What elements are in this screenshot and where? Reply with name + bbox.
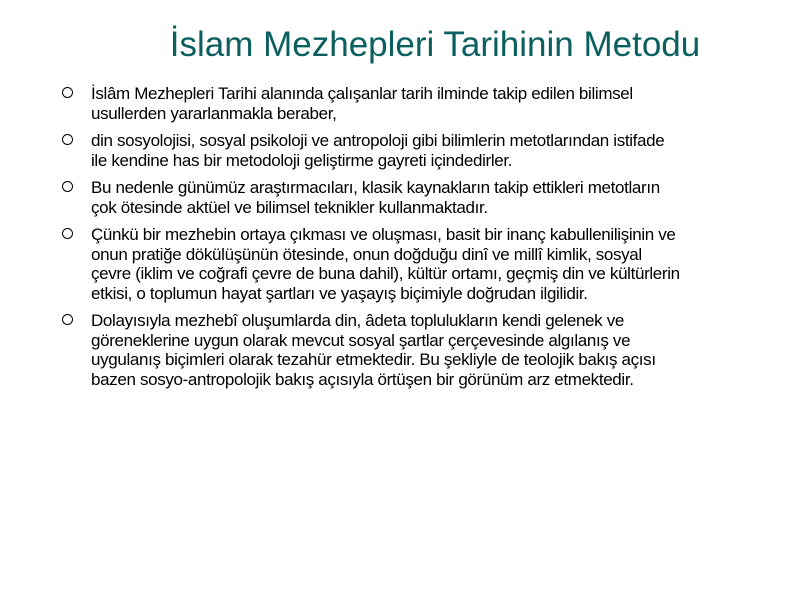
- bullet-item: [62, 178, 800, 217]
- bullet-text: [91, 225, 800, 303]
- bullet-line: uygulanış biçimleri olarak tezahür etmektedir. Bu şekliyle de teolojik bakış açısı: [91, 350, 656, 369]
- bullet-item: [62, 84, 800, 123]
- bullet-line: çok ötesinde aktüel ve bilimsel teknikler kullanmaktadır.: [91, 197, 488, 217]
- bullet-line: usullerden yararlanmakla beraber,: [91, 103, 337, 123]
- bullet-line: Dolayısıyla mezhebî oluşumlarda din, âdeta toplulukların kendi gelenek ve: [91, 311, 624, 330]
- hollow-circle-bullet-icon: [62, 134, 73, 145]
- bullet-line: göreneklerine uygun olarak mevcut sosyal şartlar çerçevesinde algılanış ve: [91, 330, 631, 350]
- bullet-text: [91, 311, 800, 389]
- bullet-item: [62, 131, 800, 170]
- bullet-line: İslâm Mezhepleri Tarihi alanında çalışanlar tarih ilminde takip edilen bilimsel: [91, 84, 633, 103]
- bullet-line: bazen sosyo-antropolojik bakış açısıyla örtüşen bir görünüm arz etmektedir.: [91, 369, 634, 389]
- bullet-text: [91, 131, 800, 170]
- slide-title: İslam Mezhepleri Tarihinin Metodu: [169, 25, 701, 64]
- bullet-line: ile kendine has bir metodoloji geliştirme gayreti içindedirler.: [91, 150, 513, 170]
- bullet-line: çevre (iklim ve coğrafi çevre de buna dahil), kültür ortamı, geçmiş din ve kültürlerin: [91, 264, 680, 283]
- bullet-list: [62, 84, 800, 397]
- bullet-item: [62, 311, 800, 389]
- bullet-line: din sosyolojisi, sosyal psikoloji ve antropoloji gibi bilimlerin metotlarından istifade: [91, 131, 665, 150]
- bullet-text: [91, 84, 800, 123]
- bullet-line: Çünkü bir mezhebin ortaya çıkması ve oluşması, basit bir inanç kabullenilişinin ve: [91, 225, 676, 244]
- hollow-circle-bullet-icon: [62, 314, 73, 325]
- bullet-line: etkisi, o toplumun hayat şartları ve yaşayış biçimiyle doğrudan ilgilidir.: [91, 283, 588, 303]
- bullet-line: Bu nedenle günümüz araştırmacıları, klasik kaynakların takip ettikleri metotların: [91, 178, 660, 197]
- bullet-text: [91, 178, 800, 217]
- bullet-line: onun pratiğe dökülüşünün ötesinde, onun doğduğu dinî ve millî kimlik, sosyal: [91, 244, 642, 264]
- hollow-circle-bullet-icon: [62, 181, 73, 192]
- hollow-circle-bullet-icon: [62, 87, 73, 98]
- hollow-circle-bullet-icon: [62, 228, 73, 239]
- bullet-item: [62, 225, 800, 303]
